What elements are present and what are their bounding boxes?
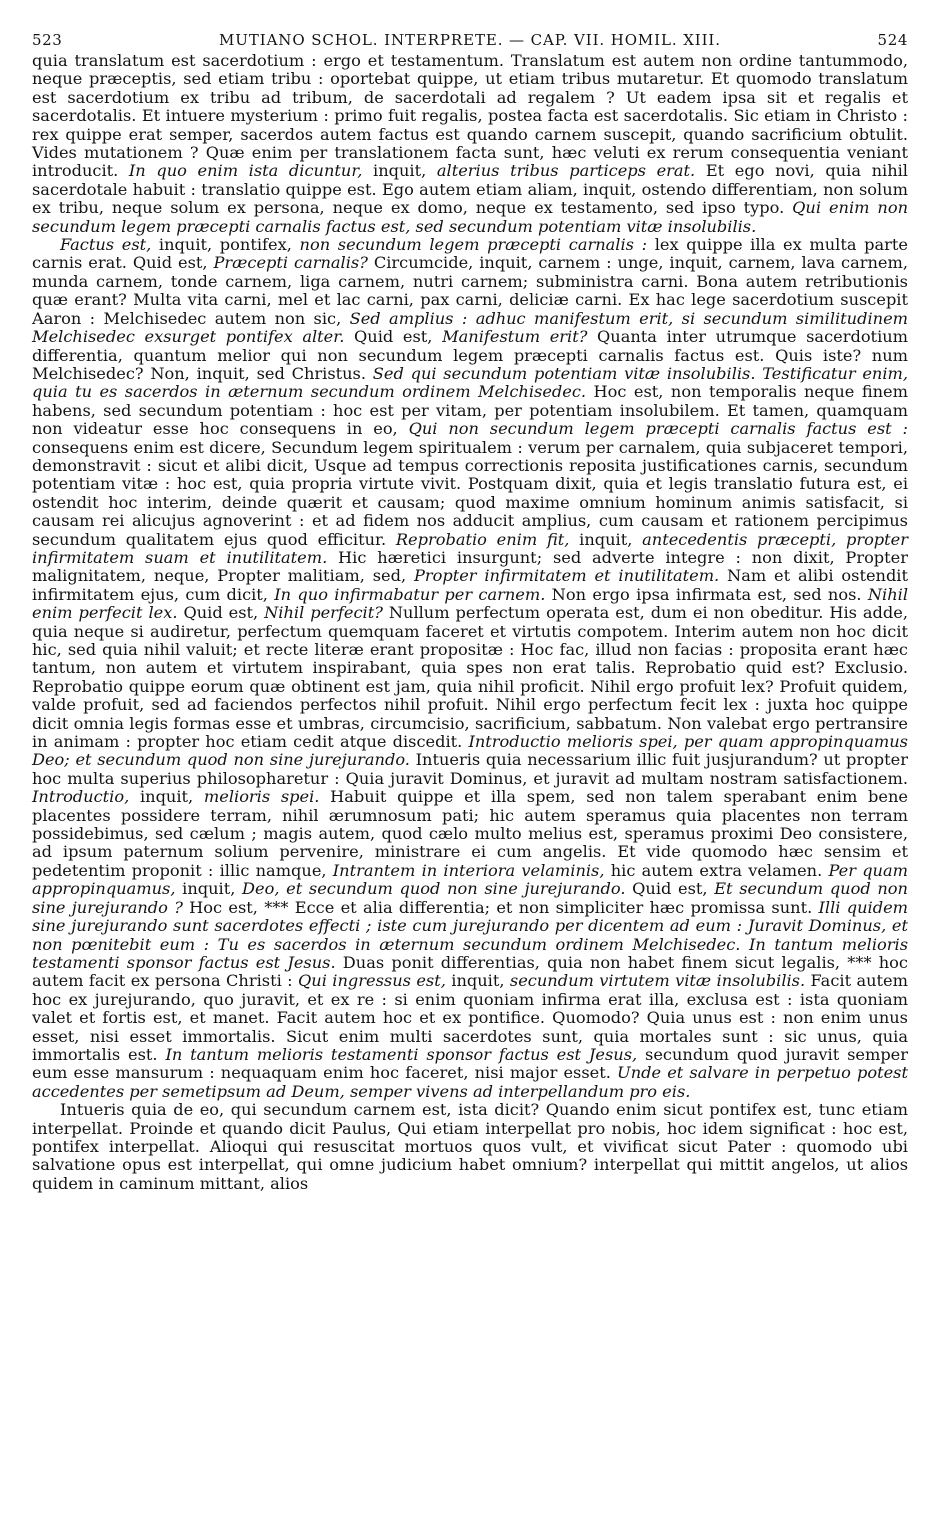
text-run: Quid est, — [177, 603, 265, 623]
running-head — [32, 30, 908, 50]
text-run: Quid est, — [625, 879, 715, 899]
italic-quotation: Propter infirmitatem et inutilitatem. — [413, 566, 720, 586]
text-run: inquit, — [175, 879, 243, 899]
italic-quotation: Et secundum quod non sine jurejurando ? — [32, 879, 908, 917]
text-run: quia translatum est sacerdotium : ergo et testamentum. Translatum est autem non ordine tantummodo, neque præceptis, sed etiam tribu : oportebat quippe, ut etiam tribus mutaretur. Et quomodo translatum est sacerdotium ex tribu ad tribum, de sacerdotali ad regalem ? Ut eadem ipsa sit et regalis et sacerdotalis. Et intuere mysterium : primo fuit regalis, postea facta est sacerdotalis. Sic etiam in Christo : rex quippe erat semper, sacerdos autem factus est quando carnem suscepit, quando sacrificium obtulit. Vides mutationem ? Quæ enim per translationem facta sunt, hæc veluti ex rerum consequentia veniant introducit. — [32, 51, 908, 181]
italic-quotation: Unde et salvare in perpetuo potest accedentes per semetipsum ad Deum, semper vivens ad interpellandum pro eis. — [32, 1063, 908, 1101]
text-run: Quanta inter utrumque sacerdotium differentia, quantum melior qui non secundum legem præcepti carnalis factus est. Quis iste? num Melchisedec? Non, inquit, sed Christus. — [32, 327, 909, 383]
italic-quotation: Qui ingressus est, — [298, 971, 446, 991]
italic-quotation: Illi quidem sine jurejurando sunt sacerdotes effecti ; iste cum jurejurando per dicentem ad eum : Juravit Dominus, et non pœnitebit eum : Tu es sacerdos in æternum secundum ordinem Melchisedec. In tantum melioris testamenti sponsor factus est Jesus. — [32, 897, 909, 972]
italic-quotation: alterius tribus particeps erat. — [436, 161, 696, 181]
page-number-right: 524 — [877, 31, 908, 49]
text-run: Facit autem hoc ex jurejurando, quo juravit, et ex re : si enim quoniam infirma erat illa, exclusa est : ista quoniam valet et fortis est, et manet. Facit autem hoc et ex pontifice. Quomodo? Quia unus est : non enim unus esset, nisi esset immortalis. Sicut enim multi sacerdotes sunt, quia mortales sunt : sic unus, quia immortalis est. — [32, 971, 908, 1064]
text-run: inquit, — [129, 787, 204, 807]
text-run: consequens enim est dicere, Secundum legem spiritualem : verum per carnalem, quia subjaceret tempori, demonstravit : sicut et alibi dicit, Usque ad tempus correctionis reposita justificationes carnis, secundum potentiam vitæ : hoc est, quia propria virtute vivit. Postquam dixit, quia et legis translatio futura est, ei ostendit hoc interim, deinde quærit et causam; quod maxime omnium hominum animis satisfacit, si causam rei alicujus agnoverint : et ad fidem nos adducit amplius, cum causam et rationem percipimus secundum qualitatem ejus quod efficitur. — [32, 437, 908, 549]
text-run: Nullum perfectum operata est, dum ei non obeditur. His adde, quia neque si audiretur, perfectum quemquam faceret et virtutis compotem. Interim autem non hoc dicit hic, sed quia nihil valuit; et recte literæ erant propositæ : Hoc fac, illud non facias : proposita erant hæc tantum, non autem et virtutem inspirabant, quia spes non erat talis. Reprobatio quid est? Exclusio. Reprobatio quippe eorum quæ obtinent est jam, quia nihil proficit. Nihil ergo profuit lex? Profuit quidem, valde profuit, sed ad faciendos perfectos nihil profuit. Nihil ergo perfectum fecit lex : juxta hoc quippe dicit omnia legis formas esse et umbras, circumcisio, sacrificium, sabbatum. Non valebat ergo pertransire in animam : propter hoc etiam cedit atque discedit. — [32, 603, 909, 752]
text-run: inquit, pontifex, — [151, 235, 300, 255]
italic-quotation: antecedentis præcepti, propter infirmitatem suam et inutilitatem. — [32, 529, 908, 567]
italic-quotation: In quo enim ista dicuntur, — [128, 161, 363, 181]
italic-quotation: Introductio, — [32, 787, 130, 807]
text-run: Nam et alibi ostendit infirmitatem ejus, cum dicit, — [32, 566, 908, 604]
text-run: Non ergo ipsa infirmata est, sed nos. — [545, 584, 868, 604]
italic-quotation: Reprobatio enim fit, — [395, 529, 570, 549]
text-run: lex quippe illa ex multa parte carnis erat. Quid est, — [32, 235, 908, 273]
paragraph — [32, 52, 908, 236]
running-title: MUTIANO SCHOL. INTERPRETE. — CAP. VII. HOMIL. XIII. — [219, 31, 721, 49]
paragraph — [32, 236, 908, 1101]
italic-quotation: secundum virtutem vitæ insolubilis. — [509, 971, 806, 991]
text-run: Et ego novi, quia nihil sacerdotale habuit : translatio quippe est. Ego autem etiam aliam, inquit, ostendo differentiam, non solum ex tribu, neque solum ex persona, neque ex domo, neque ex testamento, sed ipso typo. — [32, 161, 908, 218]
italic-quotation: Manifestum erit? — [442, 327, 588, 347]
text-run: Hic hæretici insurgunt; sed adverte integre : non dixit, Propter malignitatem, neque, Propter malitiam, sed, — [32, 547, 908, 586]
text-run: Quid est, — [344, 327, 443, 347]
italic-quotation: Deo, et secundum quod non sine jurejurando. — [242, 879, 626, 899]
italic-quotation: In tantum melioris testamenti sponsor factus est Jesus, — [165, 1044, 638, 1064]
italic-quotation: Sed qui secundum potentiam vitæ insolubilis. Testificatur enim, quia tu es sacerdos in æternum secundum ordinem Melchisedec. — [32, 363, 909, 402]
italic-quotation: Qui enim non secundum legem præcepti carnalis factus est, sed secundum potentiam vitæ insolubilis. — [32, 198, 908, 236]
text-run: Circumcide, inquit, carnem : unge, inquit, carnem, lava carnem, munda carnem, tonde carnem, liga carnem, nutri carnem; subministra carni. Bona autem retributionis quæ erant? Multa vita carni, mel et lac carni, pax carni, deliciæ carni. Ex hac lege sacerdotium suscepit Aaron : Melchisedec autem non sic, — [32, 253, 908, 328]
text-run: secundum quod juravit semper eum esse mansurum : nequaquam enim hoc faceret, nisi major esset. — [32, 1044, 909, 1083]
italic-quotation: melioris spei. — [203, 787, 320, 807]
italic-quotation: In quo infirmabatur per carnem. — [274, 584, 546, 604]
text-run: Hoc est, *** Ecce et alia differentia; et non simpliciter hæc promissa sunt. — [182, 897, 819, 917]
text-run: Habuit quippe et illa spem, sed non talem sperabant enim bene placentes possidere terram, nihil ærumnosum pati; hic autem speramus quia placentes non terram possidebimus, sed cælum ; magis autem, quod cælo multo melius est, speramus proximi Deo consistere, ad ipsum paternum solium pervenire, ministrare ei cum angelis. Et vide quomodo hæc sensim et pedetentim proponit : illic namque, — [32, 787, 908, 880]
italic-quotation: Introductio melioris spei, per quam appropinquamus Deo; et secundum quod non sine jurejurando. — [32, 732, 908, 770]
text-run: inquit, — [569, 529, 643, 549]
body-text — [32, 52, 908, 1193]
text-run: inquit, — [362, 161, 437, 181]
text-run: inquit, — [445, 971, 510, 991]
italic-quotation: Factus est, — [60, 235, 152, 255]
italic-quotation: non secundum legem præcepti carnalis : — [299, 235, 648, 255]
text-run: hic autem extra velamen. — [604, 860, 829, 880]
italic-quotation: Nihil enim perfecit lex. — [32, 584, 908, 623]
italic-quotation: Sed amplius : adhuc manifestum erit, si secundum similitudinem Melchisedec exsurget pontifex alter. — [32, 308, 908, 347]
italic-quotation: Qui non secundum legem præcepti carnalis factus est : — [408, 419, 908, 439]
text-run: Intueris quia necessarium illic fuit jusjurandum? ut propter hoc multa superius philosopharetur : Quia juravit Dominus, et juravit ad multam nostram satisfactionem. — [32, 750, 908, 788]
italic-quotation: Intrantem in interiora velaminis, — [332, 860, 605, 880]
paragraph — [32, 1101, 908, 1193]
page-number-left: 523 — [32, 31, 63, 49]
italic-quotation: Nihil perfecit? — [264, 603, 383, 623]
text-run: Duas ponit differentias, quia non habet finem sicut legalis, *** hoc autem facit ex persona Christi : — [32, 952, 908, 991]
text-run: Intueris quia de eo, qui secundum carnem est, ista dicit? Quando enim sicut pontifex est, tunc etiam interpellat. Proinde et quando dicit Paulus, Qui etiam interpellat pro nobis, hoc idem significat : hoc est, pontifex interpellat. Alioqui qui resuscitat mortuos quos vult, et vivificat sicut Pater : quomodo ubi salvatione opus est interpellat, qui omne judicium habet omnium? interpellat qui mittit angelos, ut alios quidem in caminum mittant, alios — [32, 1100, 908, 1193]
italic-quotation: Per quam appropinquamus, — [32, 860, 908, 899]
italic-quotation: Præcepti carnalis? — [213, 253, 368, 273]
text-run: Hoc est, non temporalis neque finem habens, sed secundum potentiam : hoc est per vitam, per potentiam insolubilem. Et tamen, quamquam non videatur esse hoc consequens in eo, — [32, 382, 908, 439]
